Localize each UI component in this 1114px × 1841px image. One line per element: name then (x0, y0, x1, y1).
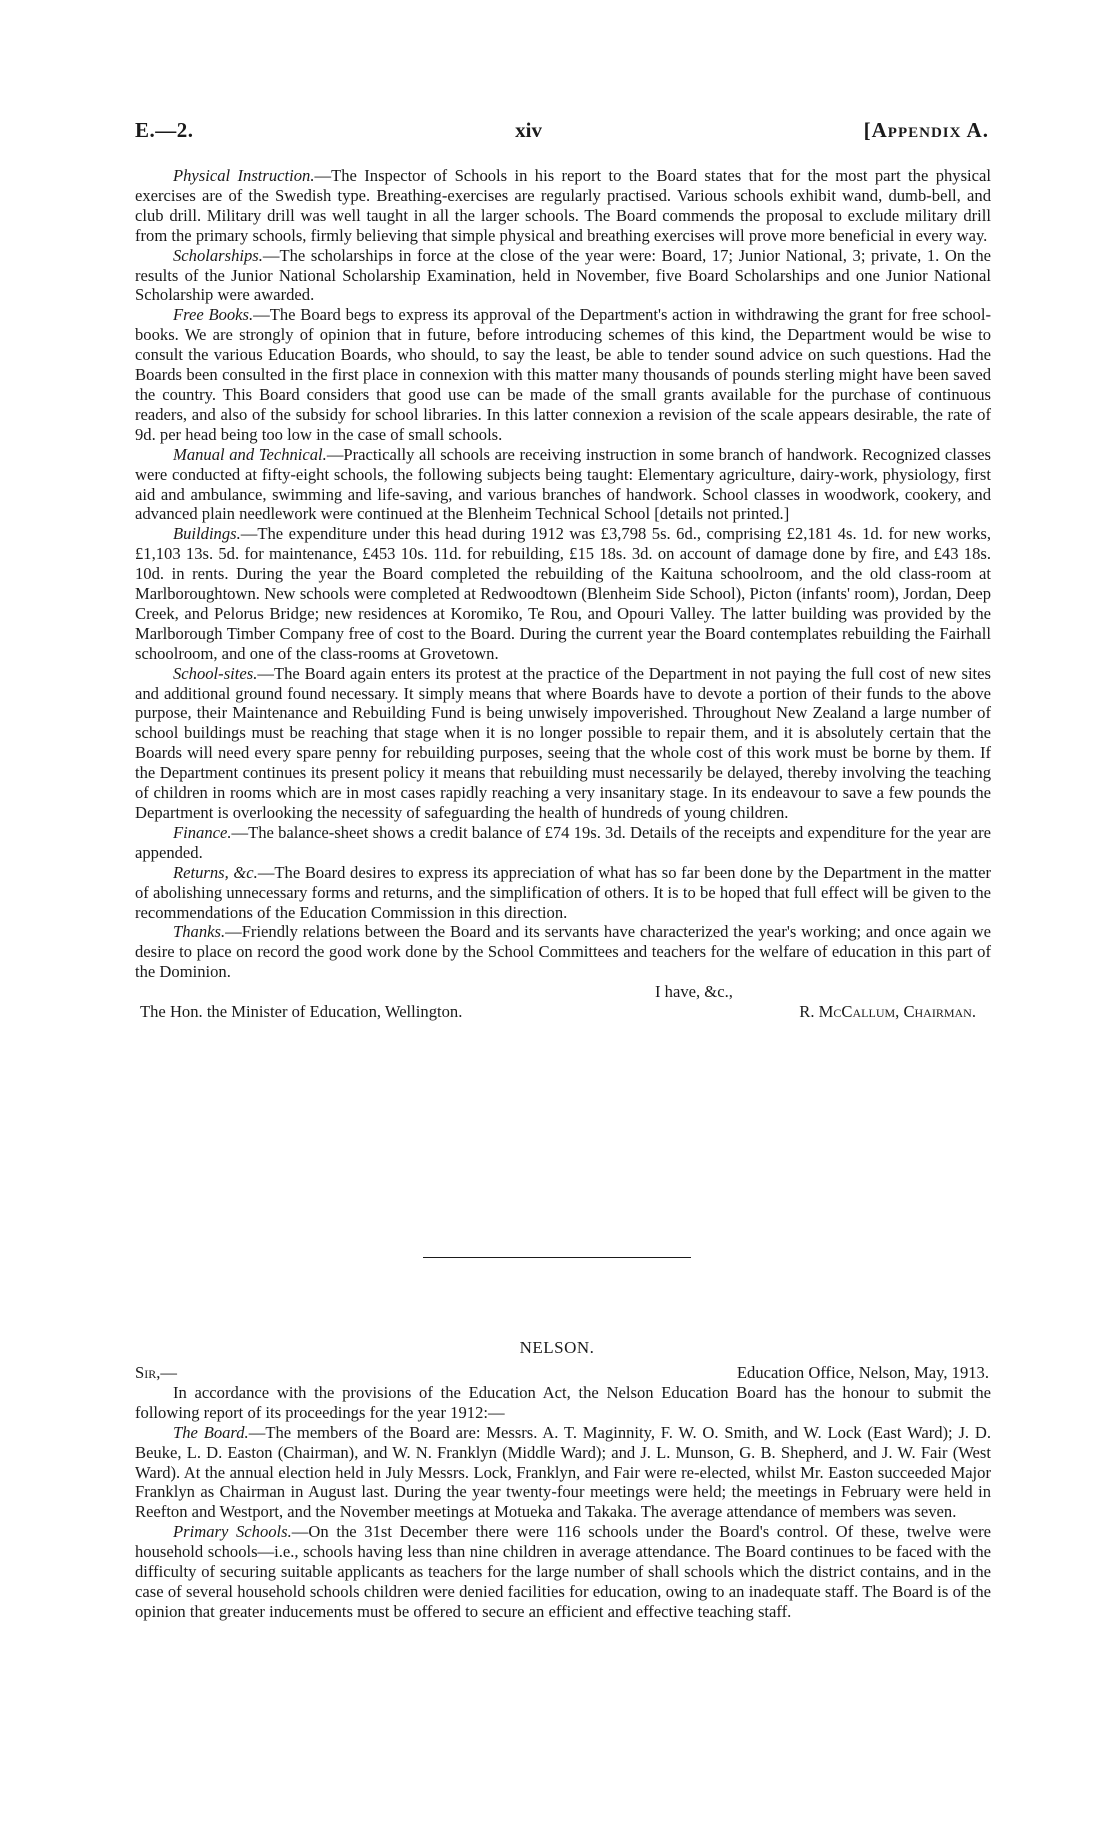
paragraph-text: —The members of the Board are: Messrs. A. T. Maginnity, F. W. O. Smith, and W. Lock (East Ward); J. D. Beuke, L. D. Easton (Chairman), and W. N. Franklyn (Middle Ward); and J. L. Munson, G. B. Shepherd, and J. W. Fair (West Ward). At the annual election held in July Messrs. Lock, Franklyn, and Fair were re-elected, whilst Mr. Easton succeeded Major Franklyn as Chairman in August last. During the year twenty-four meetings were held; the meetings in February were held in Reefton and Westport, and the November meetings at Motueka and Takaka. The average attendance of members was seven. (135, 1422, 991, 1522)
paragraph-text: —The balance-sheet shows a credit balance of £74 19s. 3d. Details of the receipts and expenditure for the year are appended. (135, 822, 991, 862)
paragraph-text: —The expenditure under this head during 1912 was £3,798 5s. 6d., comprising £2,181 4s. 1d. for new works, £1,103 13s. 5d. for maintenance, £453 10s. 11d. for rebuilding, £15 18s. 3d. on account of damage done by fire, and £43 18s. 10d. in rents. During the year the Board completed the rebuilding of the Kaituna schoolroom, and the old class-room at Marlboroughtown. New schools were completed at Redwoodtown (Blenheim Side School), Picton (infants' room), Jordan, Deep Creek, and Pelorus Bridge; new residences at Koromiko, Te Rou, and Opouri Valley. The latter building was provided by the Marlborough Timber Company free of cost to the Board. During the current year the Board contemplates rebuilding the Fairhall schoolroom, and one of the class-rooms at Grovetown. (135, 524, 991, 663)
intro-paragraph: In accordance with the provisions of the Education Act, the Nelson Education Board has the honour to submit the following report of its proceedings for the year 1912:— (135, 1382, 991, 1422)
paragraph-manual-technical (135, 445, 991, 525)
paragraph-free-books (135, 305, 991, 444)
paragraph-text: —The Board desires to express its appreciation of what has so far been done by the Department in the matter of abolishing unnecessary forms and returns, and the simplification of others. It is to be hoped that full effect will be given to the recommendations of the Education Commission in this direction. (135, 862, 991, 922)
paragraph-lead: School-sites. (173, 663, 258, 683)
header-page-number: xiv (515, 118, 542, 142)
paragraph-scholarships (135, 246, 991, 306)
paragraph-primary-schools (135, 1522, 991, 1622)
closing-line (135, 1002, 991, 1022)
paragraph-lead: Thanks. (173, 922, 226, 942)
header-reference: E.—2. (135, 118, 194, 142)
paragraph-text: —The Inspector of Schools in his report to the Board states that for the most part the physical exercises are of the Swedish type. Breathing-exercises are regularly practised. Various schools exhibit wand, dumb-bell, and club drill. Military drill was well taught in all the larger schools. The Board commends the proposal to exclude military drill from the primary schools, firmly believing that simple physical and breathing exercises will prove more beneficial in every way. (135, 166, 992, 245)
signature: R. McCallum, Chairman. (799, 1002, 976, 1022)
paragraph-lead: Manual and Technical. (173, 444, 327, 464)
paragraph-physical-instruction (135, 166, 991, 246)
page-header (135, 118, 989, 143)
paragraph-lead: Buildings. (173, 524, 241, 544)
paragraph-finance (135, 823, 991, 863)
paragraph-buildings (135, 524, 991, 663)
paragraph-text: —The scholarships in force at the close of the year were: Board, 17; Junior National, 3; private, 1. On the results of the Junior National Scholarship Examination, held in November, five Board Scholarships and one Junior National Scholarship were awarded. (135, 245, 991, 305)
paragraph-lead: The Board. (173, 1422, 249, 1442)
salutation: Sir,— (135, 1363, 177, 1382)
paragraph-lead: Free Books. (173, 305, 254, 325)
section-title: NELSON. (519, 1338, 595, 1357)
paragraph-thanks (135, 922, 991, 982)
paragraph-text: —The Board again enters its protest at the practice of the Department in not paying the full cost of new sites and additional ground found necessary. It simply means that where Boards have to devote a portion of their funds to the above purpose, their Maintenance and Rebuilding Fund is being unwisely impoverished. Throughout New Zealand a large number of school buildings must be reaching that stage when it is no longer possible to repair them, and it is absolutely certain that the Boards will need every spare penny for rebuilding purposes, seeing that the whole cost of this work must be borne by them. If the Department continues its present policy it means that rebuilding must necessarily be delayed, thereby involving the teaching of children in rooms which are in most cases rapidly reaching a very insanitary stage. In its endeavour to save a few pounds the Department is overlooking the necessity of safeguarding the health of hundreds of young children. (135, 663, 991, 822)
paragraph-text: —Practically all schools are receiving instruction in some branch of handwork. Recognized classes were conducted at fifty-eight schools, the following subjects being taught: Elementary agriculture, dairy-work, physiology, first aid and ambulance, swimming and life-saving, and various branches of handwork. School classes in woodwork, cookery, and advanced plain needlework were continued at the Blenheim Technical School [details not printed.] (135, 444, 991, 524)
valediction: I have, &c., (655, 982, 733, 1002)
paragraph-text: —Friendly relations between the Board and its servants have characterized the year's working; and once again we desire to place on record the good work done by the School Committees and teachers for the welfare of education in this part of the Dominion. (135, 922, 991, 982)
paragraph-lead: Scholarships. (173, 245, 263, 265)
header-appendix: [Appendix A. (863, 118, 989, 142)
marlborough-report (135, 166, 991, 1022)
place-date: Education Office, Nelson, May, 1913. (736, 1363, 989, 1382)
paragraph-text: —On the 31st December there were 116 schools under the Board's control. Of these, twelve were household schools—i.e., schools having less than nine children in average attendance. The Board continues to be faced with the difficulty of securing suitable applicants as teachers for the large number of shall schools which the district contains, and in the case of several household schools children were denied facilities for education, owing to an inadequate staff. The Board is of the opinion that greater inducements must be offered to secure an efficient and effective teaching staff. (135, 1522, 991, 1621)
addressee: The Hon. the Minister of Education, Wellington. (140, 1002, 463, 1022)
paragraph-lead: Physical Instruction. (173, 166, 315, 185)
paragraph-the-board (135, 1423, 991, 1523)
paragraph-lead: Primary Schools. (173, 1522, 292, 1542)
salutation-row (135, 1363, 991, 1383)
nelson-report (135, 1363, 991, 1622)
paragraph-lead: Finance. (173, 822, 232, 842)
paragraph-text: —The Board begs to express its approval of the Department's action in withdrawing the grant for free school-books. We are strongly of opinion that in future, before introducing schemes of this kind, the Department would be wise to consult the various Education Boards, who should, to say the least, be able to tender sound advice on such questions. Had the Boards been consulted in the first place in connexion with this matter many thousands of pounds sterling might have been saved the country. This Board considers that good use can be made of the small grants available for the purchase of continuous readers, and also of the subsidy for school libraries. In this latter connexion a revision of the scale appears desirable, the rate of 9d. per head being too low in the case of small schools. (135, 305, 991, 444)
paragraph-returns (135, 863, 991, 923)
paragraph-school-sites (135, 664, 991, 823)
section-divider (423, 1257, 691, 1258)
paragraph-lead: Returns, &c. (173, 862, 258, 882)
